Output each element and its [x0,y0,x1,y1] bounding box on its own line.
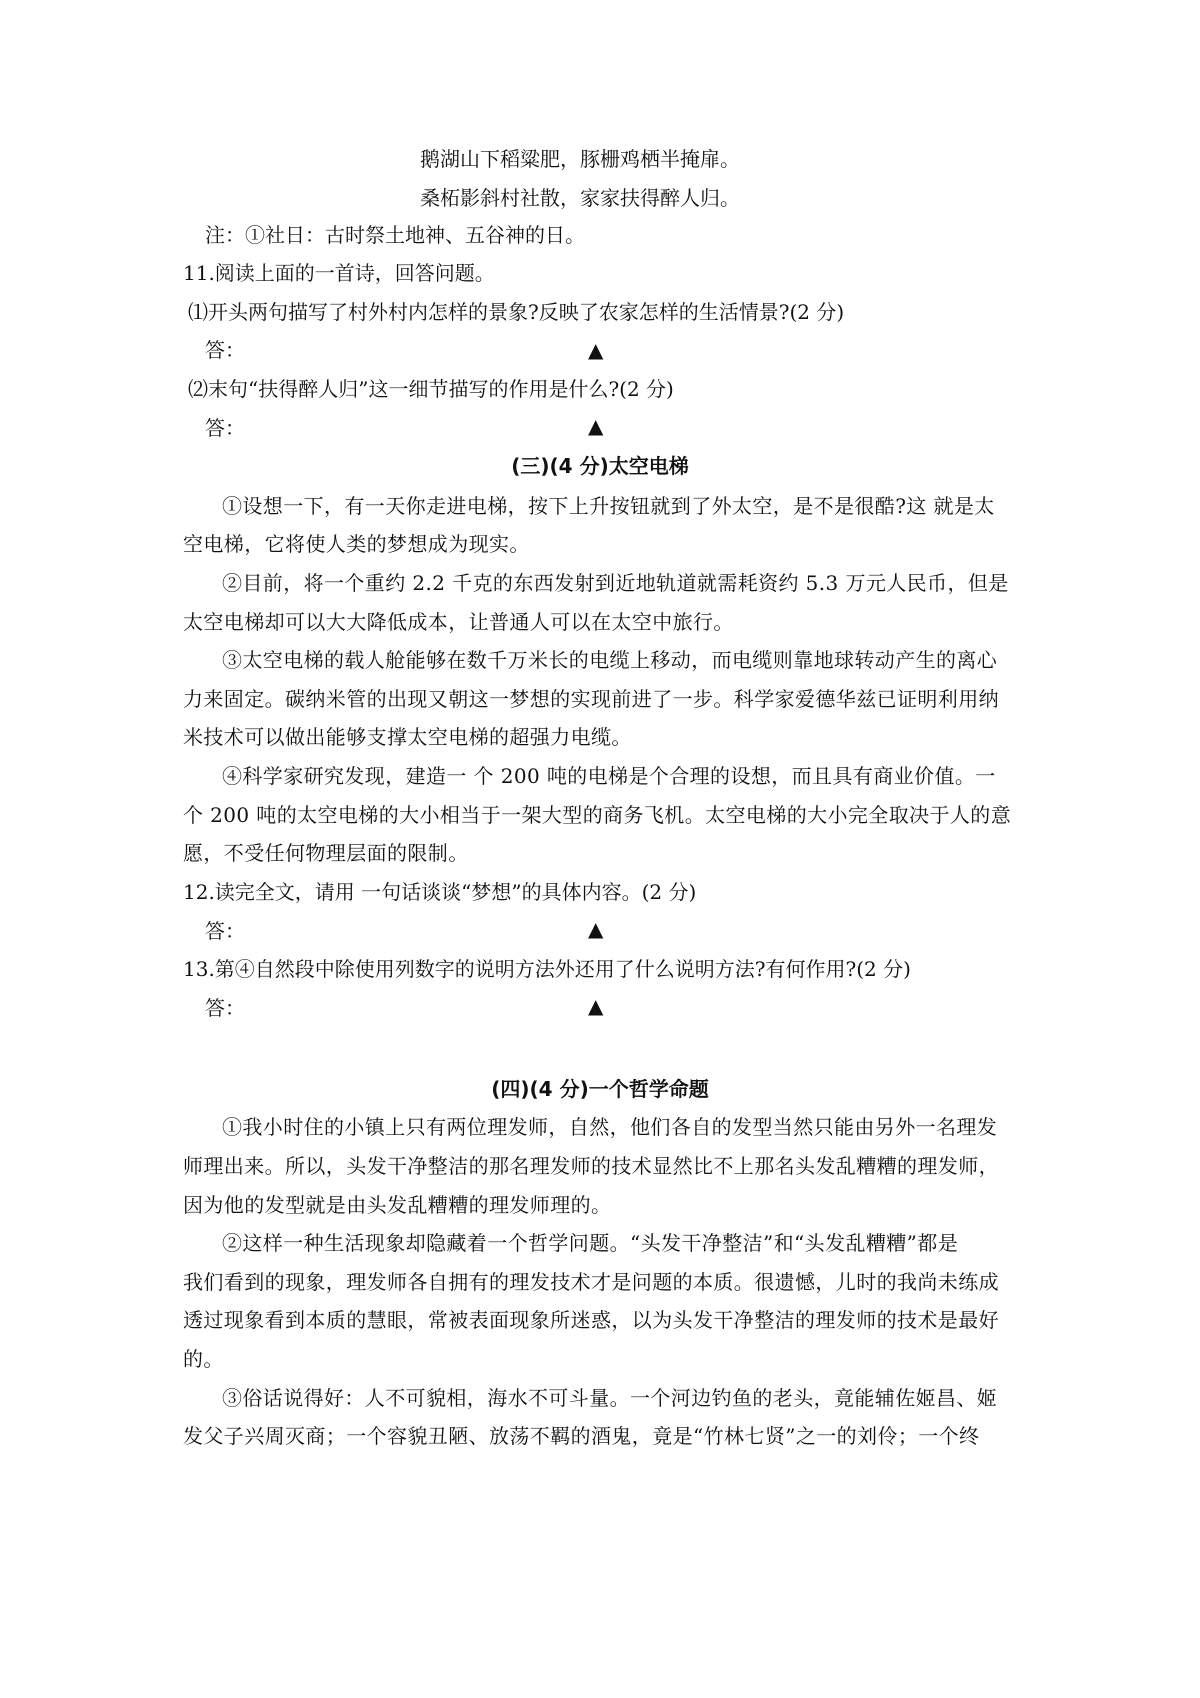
section-3-p4-line-3: 愿，不受任何物理层面的限制。 [183,841,469,865]
question-11-sub-1: ⑴开头两句描写了村外村内怎样的景象?反映了农家怎样的生活情景?(2 分) [188,300,845,324]
section-4-p1-line-1: ①我小时住的小镇上只有两位理发师，自然，他们各自的发型当然只能由另外一名理发 [222,1115,998,1139]
section-3-p1-line-2: 空电梯，它将使人类的梦想成为现实。 [183,532,530,556]
answer-mark: ▲ [588,338,604,362]
answer-label: 答： [205,996,245,1020]
poem-line-1: 鹅湖山下稻粱肥，豚栅鸡栖半掩扉。 [420,147,740,171]
poem-line-2: 桑柘影斜村社散，家家扶得醉人归。 [420,186,740,210]
section-4-p1-line-3: 因为他的发型就是由头发乱糟糟的理发师理的。 [183,1193,612,1217]
section-3-p2-line-2: 太空电梯却可以大大降低成本，让普通人可以在太空中旅行。 [183,610,734,634]
poem-note: 注：①社日：古时祭土地神、五谷神的日。 [205,223,585,247]
section-3-p3-line-3: 米技术可以做出能够支撑太空电梯的超强力电缆。 [183,725,632,749]
section-4-p2-line-4: 的。 [183,1347,224,1371]
section-3-p4-line-1: ④科学家研究发现，建造一 个 200 吨的电梯是个合理的设想，而且具有商业价值。一 [222,764,996,788]
section-4-p3-line-1: ③俗话说得好：人不可貌相，海水不可斗量。一个河边钓鱼的老头，竟能辅佐姬昌、姬 [222,1386,998,1410]
section-4-p2-line-2: 我们看到的现象，理发师各自拥有的理发技术才是问题的本质。很遗憾，儿时的我尚未练成 [183,1270,999,1294]
section-3-p3-line-1: ③太空电梯的载人舱能够在数千万米长的电缆上移动，而电缆则靠地球转动产生的离心 [222,648,998,672]
question-11-sub-2: ⑵末句“扶得醉人归”这一细节描写的作用是什么?(2 分) [188,377,674,401]
section-4-p2-line-3: 透过现象看到本质的慧眼，常被表面现象所迷惑，以为头发干净整洁的理发师的技术是最好 [183,1308,999,1332]
answer-label: 答： [205,416,245,440]
section-3-p2-line-1: ②目前，将一个重约 2.2 千克的东西发射到近地轨道就需耗资约 5.3 万元人民币，但是 [222,571,1009,595]
section-3-p4-line-2: 个 200 吨的太空电梯的大小相当于一架大型的商务飞机。太空电梯的大小完全取决于人的意 [183,803,1012,827]
answer-label: 答： [205,338,245,362]
question-12: 12.读完全文，请用 一句话谈谈“梦想”的具体内容。(2 分) [183,880,697,904]
question-13: 13.第④自然段中除使用列数字的说明方法外还用了什么说明方法?有何作用?(2 分) [183,957,911,981]
answer-label: 答： [205,919,245,943]
section-3-p3-line-2: 力来固定。碳纳米管的出现又朝这一梦想的实现前进了一步。科学家爱德华兹已证明利用纳 [183,687,999,711]
section-4-p3-line-2: 发父子兴周灭商；一个容貌丑陋、放荡不羁的酒鬼，竟是“竹林七贤”之一的刘伶；一个终 [183,1424,980,1448]
answer-mark: ▲ [588,917,604,941]
section-3-p1-line-1: ①设想一下，有一天你走进电梯，按下上升按钮就到了外太空，是不是很酷?这 就是太 [222,494,995,518]
section-4-p1-line-2: 师理出来。所以，头发干净整洁的那名理发师的技术显然比不上那名头发乱糟糟的理发师， [183,1154,999,1178]
question-11-stem: 11.阅读上面的一首诗，回答问题。 [183,261,495,285]
answer-mark: ▲ [588,994,604,1018]
section-3-title: (三)(4 分)太空电梯 [511,454,689,478]
section-4-title: (四)(4 分)一个哲学命题 [491,1077,709,1101]
section-4-p2-line-1: ②这样一种生活现象却隐藏着一个哲学问题。“头发干净整洁”和“头发乱糟糟”都是 [222,1231,959,1255]
answer-mark: ▲ [588,414,604,438]
